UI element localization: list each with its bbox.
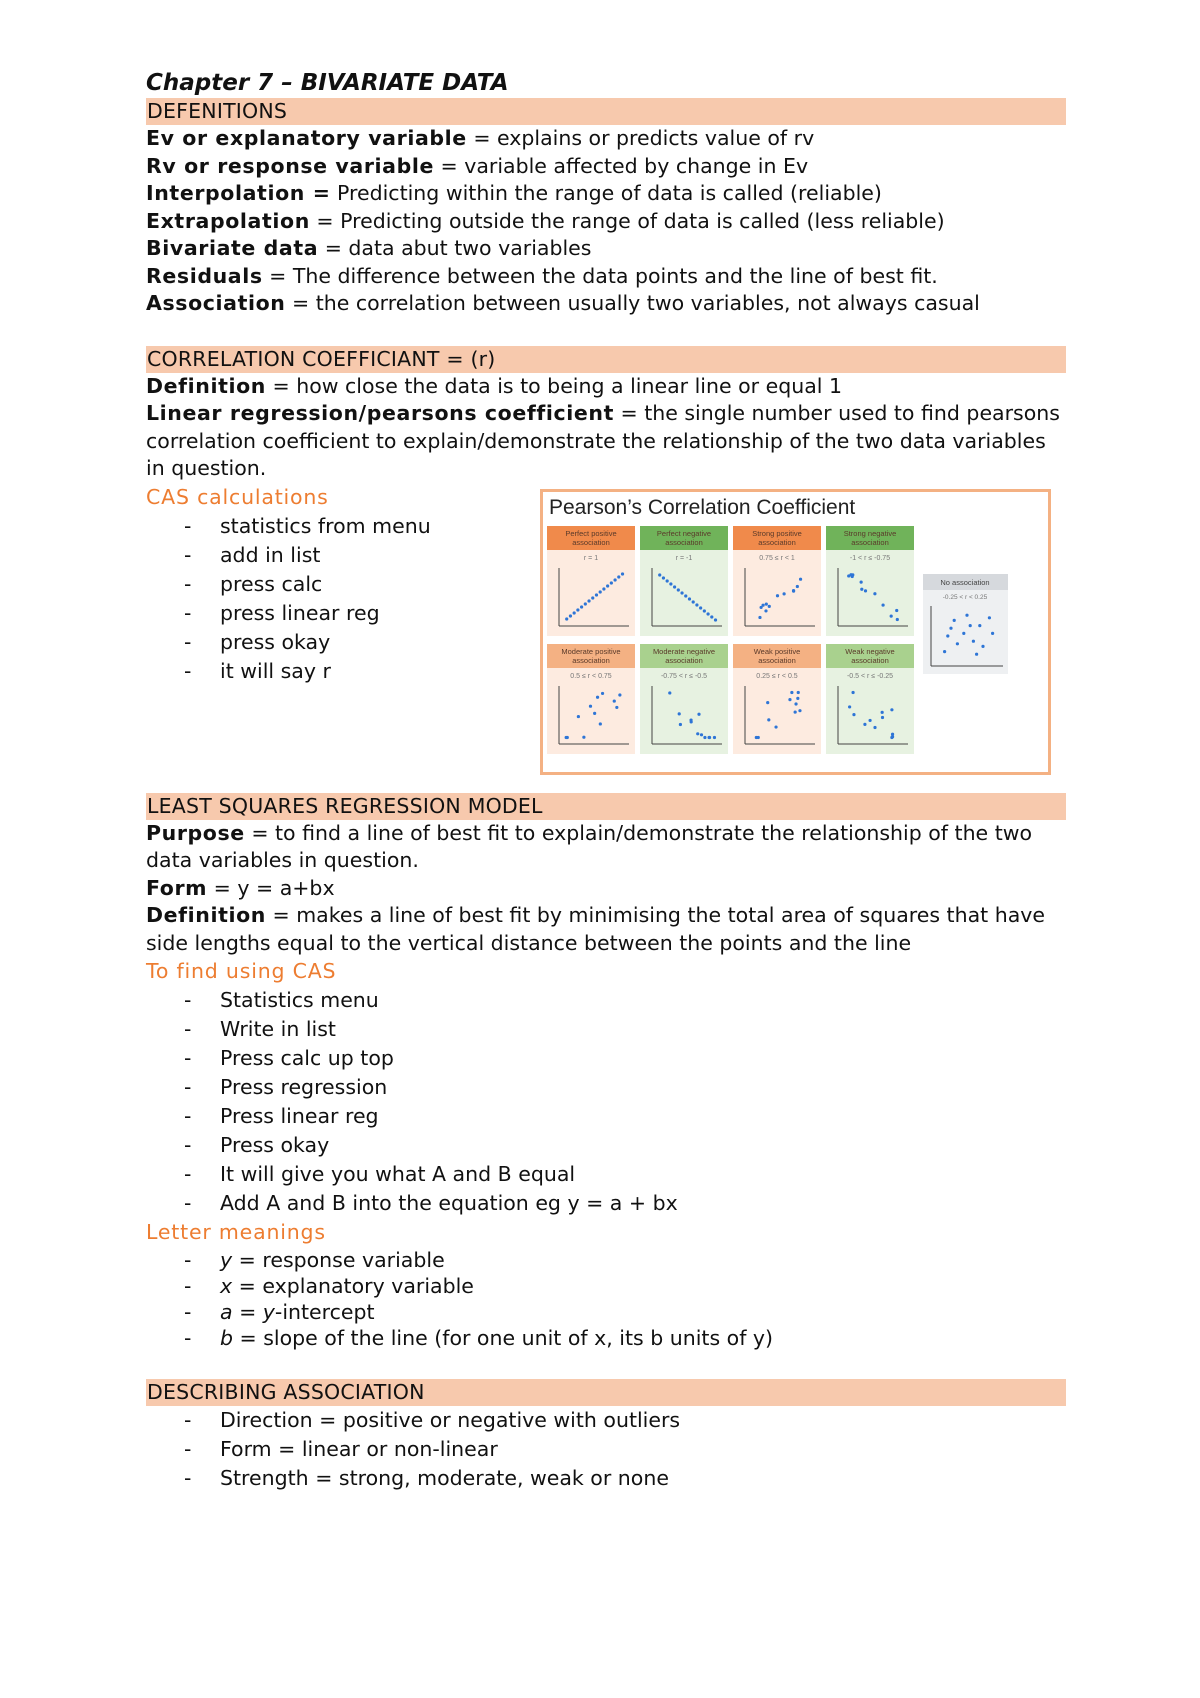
scatter-point: [573, 611, 576, 614]
panel-label: Perfect negative: [656, 528, 712, 538]
panel-range: 0.25 ≤ r < 0.5: [756, 672, 798, 680]
scatter-point: [757, 735, 760, 738]
scatter-point: [713, 735, 716, 738]
scatter-point: [613, 578, 616, 581]
scatter-point: [962, 631, 965, 634]
scatter-point: [797, 690, 800, 693]
scatter-point: [767, 718, 770, 721]
scatter-point: [577, 714, 580, 717]
scatter-point: [798, 709, 801, 712]
scatter-point: [764, 609, 767, 612]
scatter-point: [776, 594, 779, 597]
correlation-definition: Definition = how close the data is to being a linear line or equal 1: [146, 373, 843, 398]
scatter-point: [873, 725, 876, 728]
scatter-point: [965, 613, 968, 616]
panel-label: association: [665, 537, 703, 547]
list-item: - Press okay: [146, 1131, 1066, 1160]
lsr-purpose: Purpose = to find a line of best fit to explain/demonstrate the relationship of the two data variables in question.: [146, 820, 1033, 872]
list-item: - It will give you what A and B equal: [146, 1160, 1066, 1189]
bullet-dash: -: [184, 1104, 192, 1128]
definition-item: Rv or response variable = variable affected by change in Ev: [146, 153, 809, 178]
scatter-point: [692, 600, 695, 603]
section-heading-definitions: DEFENITIONS: [146, 98, 1066, 125]
list-item: - add in list: [146, 541, 526, 570]
scatter-point: [969, 624, 972, 627]
list-item: - it will say r: [146, 657, 526, 686]
bullet-dash: -: [184, 1075, 192, 1099]
cas-calculations-block: [146, 483, 1066, 773]
scatter-point: [851, 690, 854, 693]
letter-meaning-item: - b = slope of the line (for one unit of x, its b units of y): [184, 1326, 774, 1350]
scatter-point: [890, 614, 893, 617]
scatter-point: [610, 581, 613, 584]
letter-meanings-heading: Letter meanings: [146, 1220, 326, 1244]
scatter-point: [684, 594, 687, 597]
panel-label: Weak negative: [845, 646, 895, 656]
bullet-dash: -: [184, 629, 192, 654]
panel-range: -1 < r ≤ -0.75: [849, 554, 891, 562]
scatter-point: [703, 735, 706, 738]
letter-meaning-item: - a = y-intercept: [184, 1300, 375, 1324]
scatter-point: [783, 592, 786, 595]
document-page: [146, 68, 1066, 1493]
definition-item: Bivariate data = data abut two variables: [146, 236, 592, 260]
scatter-point: [794, 702, 797, 705]
scatter-point: [975, 652, 978, 655]
scatter-point: [851, 573, 854, 576]
correlation-scatter-grid: [543, 492, 1048, 772]
letter-meaning-item: - y = response variable: [184, 1248, 445, 1272]
panel-label: No association: [940, 577, 990, 587]
cas-calculations-heading: CAS calculations: [146, 484, 329, 509]
scatter-point: [848, 705, 851, 708]
panel-range: -0.25 < r < 0.25: [942, 593, 988, 601]
scatter-point: [956, 642, 959, 645]
panel-label: association: [665, 655, 703, 665]
bullet-dash: -: [184, 571, 192, 596]
scatter-point: [703, 609, 706, 612]
scatter-point: [580, 605, 583, 608]
figure-title: Pearson’s Correlation Coefficient: [549, 495, 856, 519]
list-item: - press okay: [146, 628, 526, 657]
scatter-point: [621, 572, 624, 575]
scatter-point: [697, 712, 700, 715]
scatter-point: [946, 634, 949, 637]
scatter-point: [678, 712, 681, 715]
scatter-point: [662, 576, 665, 579]
definition-item: Residuals = The difference between the data points and the line of best fit.: [146, 263, 938, 288]
scatter-point: [890, 708, 893, 711]
bullet-dash: -: [184, 1017, 192, 1041]
scatter-point: [706, 612, 709, 615]
scatter-point: [761, 603, 764, 606]
bullet-dash: -: [184, 658, 192, 683]
scatter-point: [617, 575, 620, 578]
definition-item: Extrapolation = Predicting outside the range of data is called (less reliable): [146, 208, 945, 233]
scatter-point: [788, 698, 791, 701]
scatter-point: [602, 587, 605, 590]
scatter-point: [796, 584, 799, 587]
list-item: - press linear reg: [146, 599, 526, 628]
panel-label: Moderate negative: [652, 646, 716, 656]
scatter-point: [881, 710, 884, 713]
scatter-point: [758, 615, 761, 618]
linreg-definition: Linear regression/pearsons coefficient = the single number used to find pearsons correlation coefficient to explain/demonstrate the relationship of the two data variables in question.: [146, 401, 1060, 480]
lsr-form: Form = y = a+bx: [146, 875, 335, 900]
list-item: - Press regression: [146, 1073, 1066, 1102]
scatter-point: [591, 596, 594, 599]
panel-label: Strong positive: [752, 528, 802, 538]
scatter-point: [589, 704, 592, 707]
scatter-point: [852, 713, 855, 716]
bullet-dash: -: [184, 1437, 192, 1461]
scatter-point: [708, 735, 711, 738]
scatter-point: [792, 589, 795, 592]
letter-meaning-item: - x = explanatory variable: [184, 1274, 474, 1298]
scatter-point: [864, 589, 867, 592]
scatter-point: [615, 705, 618, 708]
scatter-point: [988, 616, 991, 619]
scatter-point: [618, 693, 621, 696]
scatter-point: [860, 580, 863, 583]
scatter-point: [881, 715, 884, 718]
scatter-point: [895, 608, 898, 611]
scatter-point: [710, 615, 713, 618]
bullet-dash: -: [184, 1133, 192, 1157]
bullet-dash: -: [184, 1046, 192, 1070]
scatter-point: [873, 592, 876, 595]
panel-label: association: [572, 655, 610, 665]
bullet-dash: -: [184, 600, 192, 625]
scatter-point: [796, 696, 799, 699]
panel-range: r = -1: [675, 554, 693, 562]
list-item: - Statistics menu: [146, 986, 1066, 1015]
scatter-point: [666, 579, 669, 582]
panel-range: r = 1: [583, 554, 599, 562]
list-item: - Direction = positive or negative with outliers: [146, 1406, 1066, 1435]
scatter-point: [584, 602, 587, 605]
scatter-point: [768, 604, 771, 607]
panel-label: Weak positive: [753, 646, 801, 656]
scatter-point: [896, 617, 899, 620]
scatter-point: [587, 599, 590, 602]
list-item: - Add A and B into the equation eg y = a + bx: [146, 1189, 1066, 1218]
scatter-point: [569, 614, 572, 617]
scatter-point: [847, 574, 850, 577]
scatter-point: [981, 644, 984, 647]
scatter-point: [943, 650, 946, 653]
list-item: - Strength = strong, moderate, weak or none: [146, 1464, 1066, 1493]
panel-label: Strong negative: [843, 528, 897, 538]
panel-label: association: [572, 537, 610, 547]
scatter-point: [679, 722, 682, 725]
section-heading-correlation: CORRELATION COEFFICIANT = (r): [146, 346, 1066, 373]
list-item: - Press linear reg: [146, 1102, 1066, 1131]
list-item: - Write in list: [146, 1015, 1066, 1044]
scatter-point: [790, 690, 793, 693]
page-title: Chapter 7 – BIVARIATE DATA: [146, 70, 509, 96]
definition-item: Ev or explanatory variable = explains or predicts value of rv: [146, 126, 815, 150]
bullet-dash: -: [184, 542, 192, 567]
scatter-point: [565, 617, 568, 620]
list-item: - Press calc up top: [146, 1044, 1066, 1073]
scatter-point: [566, 735, 569, 738]
scatter-point: [673, 585, 676, 588]
scatter-point: [794, 710, 797, 713]
section-heading-lsr: LEAST SQUARES REGRESSION MODEL: [146, 793, 1066, 820]
lsr-definition: Definition = makes a line of best fit by minimising the total area of squares that have side lengths equal to the vertical distance between the points and the line: [146, 903, 1045, 955]
lsr-cas-heading: To find using CAS: [146, 959, 337, 983]
bullet-dash: -: [184, 1162, 192, 1186]
bullet-dash: -: [184, 988, 192, 1012]
bullet-dash: -: [184, 1408, 192, 1432]
scatter-point: [689, 718, 692, 721]
scatter-point: [890, 735, 893, 738]
scatter-point: [688, 597, 691, 600]
scatter-point: [860, 587, 863, 590]
scatter-point: [863, 722, 866, 725]
bullet-dash: -: [184, 513, 192, 538]
scatter-point: [949, 626, 952, 629]
panel-label: Perfect positive: [565, 528, 617, 538]
list-item: - press calc: [146, 570, 526, 599]
scatter-point: [972, 639, 975, 642]
scatter-point: [868, 718, 871, 721]
scatter-point: [881, 603, 884, 606]
panel-range: -0.5 < r ≤ -0.25: [846, 672, 894, 680]
scatter-point: [695, 603, 698, 606]
scatter-point: [593, 711, 596, 714]
scatter-point: [601, 691, 604, 694]
scatter-point: [696, 732, 699, 735]
scatter-point: [669, 582, 672, 585]
section-heading-association: DESCRIBING ASSOCIATION: [146, 1379, 1066, 1406]
scatter-point: [953, 618, 956, 621]
scatter-point: [668, 691, 671, 694]
scatter-point: [576, 608, 579, 611]
scatter-point: [765, 602, 768, 605]
panel-range: 0.75 ≤ r < 1: [759, 554, 795, 562]
definition-item: Interpolation = Predicting within the range of data is called (reliable): [146, 181, 882, 205]
scatter-point: [595, 593, 598, 596]
scatter-point: [774, 725, 777, 728]
scatter-point: [596, 695, 599, 698]
list-item: - Form = linear or non-linear: [146, 1435, 1066, 1464]
scatter-point: [714, 618, 717, 621]
scatter-point: [699, 606, 702, 609]
panel-label: association: [851, 537, 889, 547]
scatter-point: [606, 584, 609, 587]
pearson-correlation-figure: [540, 489, 1051, 775]
panel-range: 0.5 ≤ r < 0.75: [570, 672, 612, 680]
scatter-point: [978, 624, 981, 627]
panel-label: Moderate positive: [561, 646, 621, 656]
panel-label: association: [758, 537, 796, 547]
scatter-point: [677, 588, 680, 591]
scatter-point: [991, 631, 994, 634]
panel-range: -0.75 < r ≤ -0.5: [660, 672, 708, 680]
definition-item: Association = the correlation between usually two variables, not always casual: [146, 291, 980, 315]
panel-label: association: [758, 655, 796, 665]
bullet-dash: -: [184, 1466, 192, 1490]
scatter-point: [700, 733, 703, 736]
scatter-point: [680, 591, 683, 594]
scatter-point: [658, 573, 661, 576]
scatter-point: [891, 732, 894, 735]
bullet-dash: -: [184, 1191, 192, 1215]
scatter-point: [599, 590, 602, 593]
panel-label: association: [851, 655, 889, 665]
scatter-point: [799, 577, 802, 580]
scatter-point: [766, 701, 769, 704]
scatter-point: [613, 699, 616, 702]
scatter-point: [599, 722, 602, 725]
list-item: - statistics from menu: [146, 512, 526, 541]
scatter-point: [582, 735, 585, 738]
